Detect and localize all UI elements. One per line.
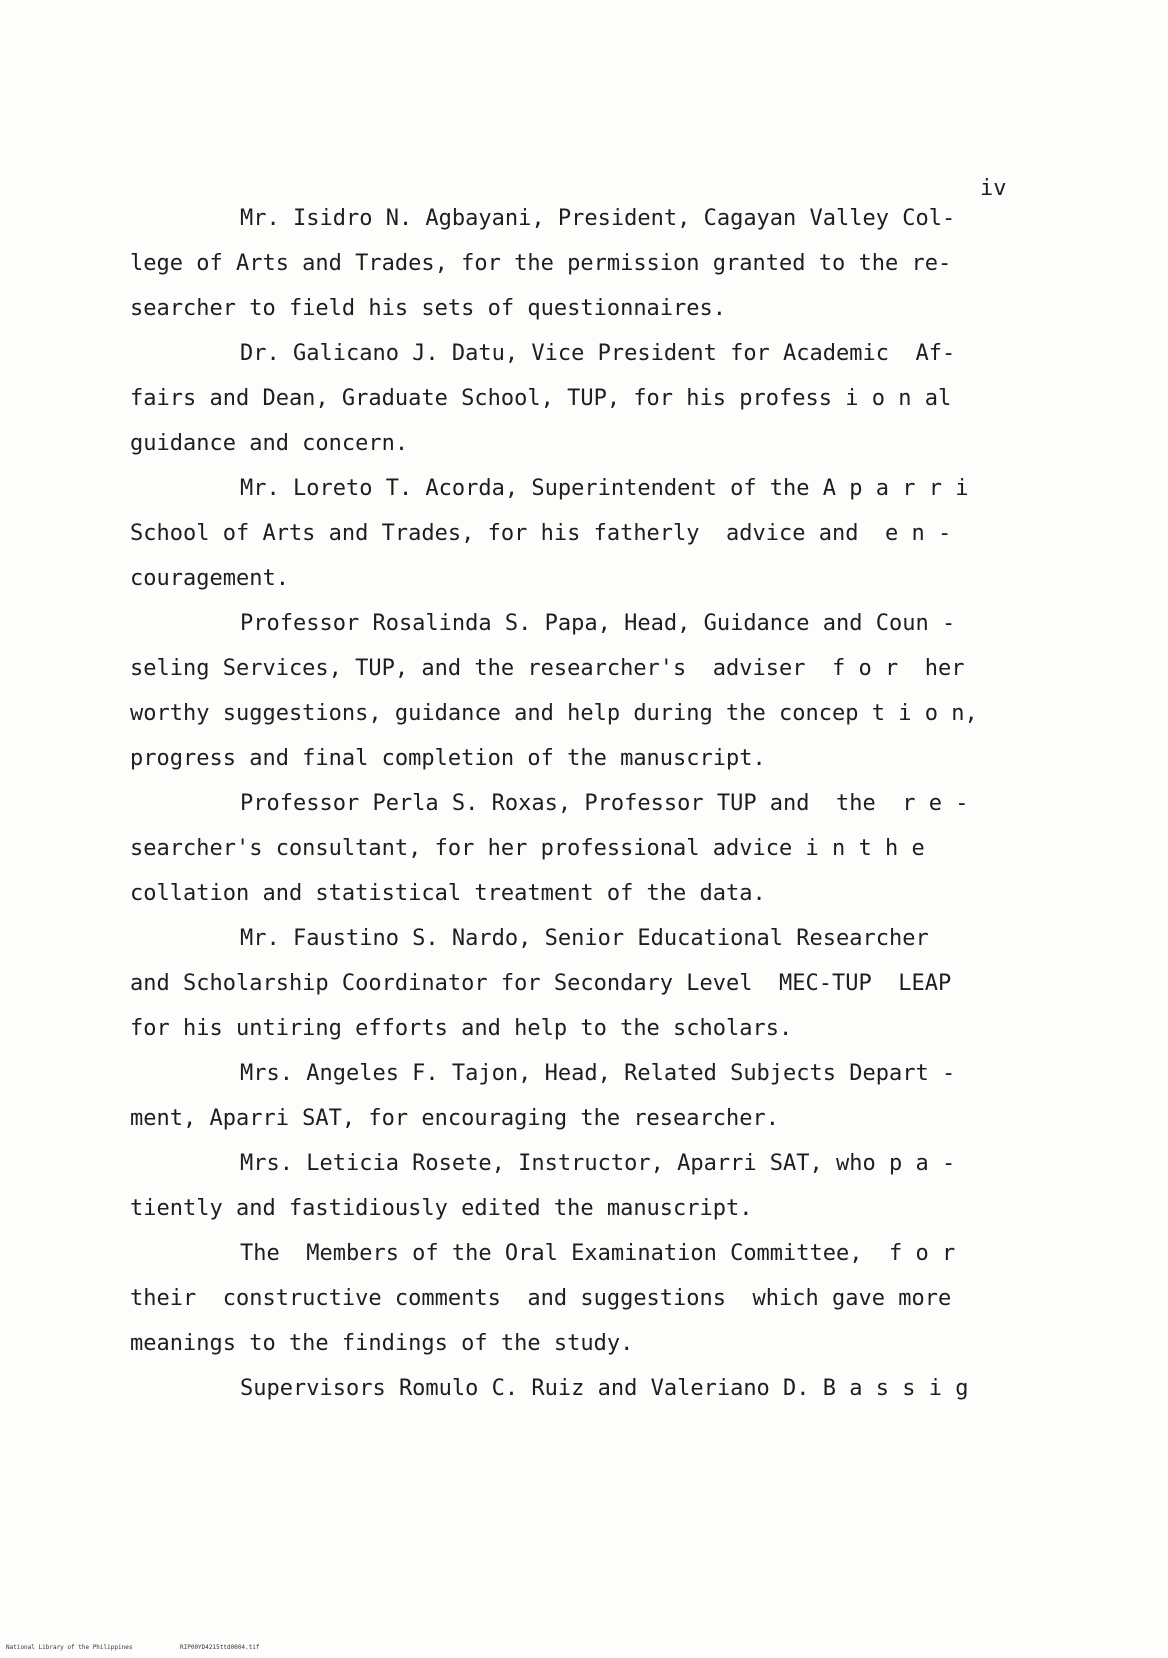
text-line: Mr. Faustino S. Nardo, Senior Educational Researcher [240,926,929,951]
paragraph [130,196,1010,331]
footer-file-id: RIP00YD4215ttd0004.tif [180,1644,260,1651]
text-line: Dr. Galicano J. Datu, Vice President for Academic Af- [240,341,956,366]
text-line: Mr. Loreto T. Acorda, Superintendent of the A p a r r i [240,476,969,501]
paragraph [130,466,1010,601]
paragraph [130,1366,1010,1411]
text-line: collation and statistical treatment of the data. [130,881,766,906]
text-line: lege of Arts and Trades, for the permission granted to the re- [130,251,952,276]
text-line: The Members of the Oral Examination Committee, f o r [240,1241,956,1266]
paragraph [130,781,1010,916]
paragraph [130,1051,1010,1141]
text-line: fairs and Dean, Graduate School, TUP, for his profess i o n al [130,386,952,411]
text-line: searcher to field his sets of questionnaires. [130,296,727,321]
text-line: Professor Rosalinda S. Papa, Head, Guidance and Coun - [240,611,956,636]
text-line: guidance and concern. [130,431,409,456]
text-line: Mrs. Angeles F. Tajon, Head, Related Subjects Depart - [240,1061,956,1086]
text-line: tiently and fastidiously edited the manuscript. [130,1196,753,1221]
text-line: Mrs. Leticia Rosete, Instructor, Aparri SAT, who p a - [240,1151,956,1176]
text-line: Professor Perla S. Roxas, Professor TUP and the r e - [240,791,969,816]
text-line: seling Services, TUP, and the researcher's adviser f o r her [130,656,965,681]
paragraph [130,601,1010,781]
text-line: for his untiring efforts and help to the scholars. [130,1016,793,1041]
text-line: progress and final completion of the manuscript. [130,746,766,771]
text-line: couragement. [130,566,289,591]
page-number: iv [980,176,1007,201]
text-line: worthy suggestions, guidance and help during the concep t i o n, [130,701,978,726]
paragraph [130,1141,1010,1231]
acknowledgement-text [130,196,1010,1411]
paragraph [130,1231,1010,1366]
text-line: Mr. Isidro N. Agbayani, President, Cagayan Valley Col- [240,206,956,231]
paragraph [130,331,1010,466]
text-line: Supervisors Romulo C. Ruiz and Valeriano D. B a s s i g [240,1376,969,1401]
footer-library-credit: National Library of the Philippines [6,1644,133,1651]
text-line: School of Arts and Trades, for his fatherly advice and e n - [130,521,952,546]
text-line: and Scholarship Coordinator for Secondary Level MEC-TUP LEAP [130,971,952,996]
text-line: ment, Aparri SAT, for encouraging the researcher. [130,1106,780,1131]
paragraph [130,916,1010,1051]
text-line: searcher's consultant, for her professional advice i n t h e [130,836,925,861]
text-line: meanings to the findings of the study. [130,1331,634,1356]
text-line: their constructive comments and suggestions which gave more [130,1286,952,1311]
